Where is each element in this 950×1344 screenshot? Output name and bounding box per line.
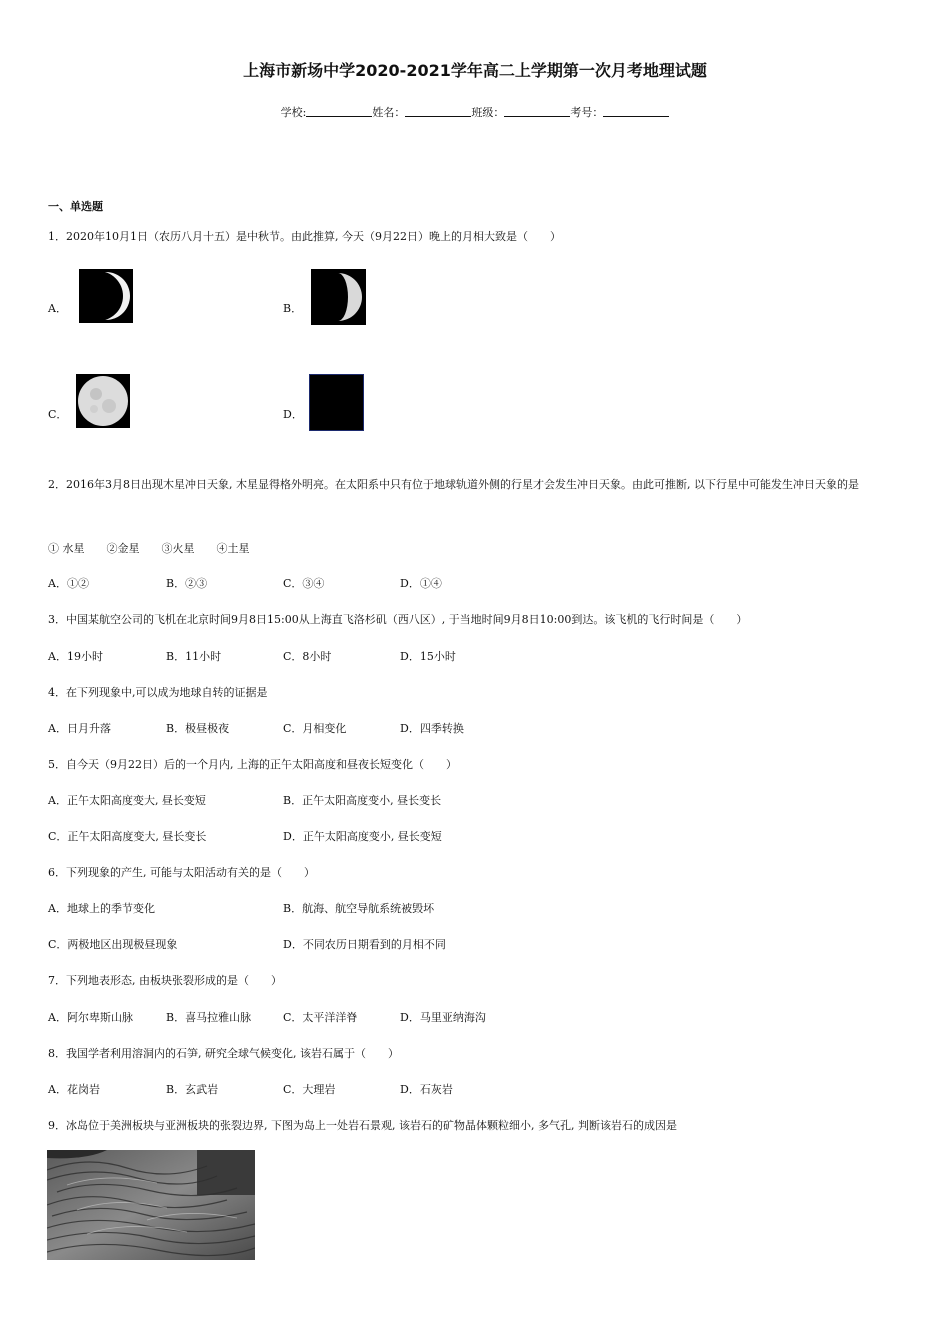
q6-option-b: B．航海、航空导航系统被毁坏 xyxy=(283,902,435,915)
volcanic-rock-photo xyxy=(47,1150,255,1260)
q2-option-d: D．①④ xyxy=(400,577,442,590)
q5-option-c: C．正午太阳高度变大, 昼长变长 xyxy=(48,830,207,843)
class-label: 班级： xyxy=(471,106,505,119)
id-blank xyxy=(603,106,669,117)
q4-option-b: B．极昼极夜 xyxy=(166,722,230,735)
q6-option-d: D．不同农历日期看到的月相不同 xyxy=(283,938,446,951)
school-label: 学校: xyxy=(280,106,307,119)
waxing-crescent-moon-image xyxy=(79,269,133,323)
q6-option-a: A．地球上的季节变化 xyxy=(48,902,155,915)
full-moon-image xyxy=(76,374,130,428)
q8-option-c: C．大理岩 xyxy=(283,1083,336,1096)
q7-option-a: A．阿尔卑斯山脉 xyxy=(48,1011,133,1024)
q7-option-c: C．太平洋洋脊 xyxy=(283,1011,358,1024)
q1-option-c-label: C． xyxy=(48,408,68,421)
q2-option-c: C．③④ xyxy=(283,577,325,590)
q6-option-c: C．两极地区出现极昼现象 xyxy=(48,938,178,951)
question-7-stem: 7．下列地表形态, 由板块张裂形成的是（ ） xyxy=(48,974,282,987)
question-8-stem: 8．我国学者利用溶洞内的石笋, 研究全球气候变化, 该岩石属于（ ） xyxy=(48,1047,399,1060)
q5-option-a: A．正午太阳高度变大, 昼长变短 xyxy=(48,794,206,807)
q7-option-b: B．喜马拉雅山脉 xyxy=(166,1011,252,1024)
q8-option-a: A．花岗岩 xyxy=(48,1083,100,1096)
question-2-items: ① 水星 ②金星 ③火星 ④土星 xyxy=(48,542,250,555)
question-3-stem: 3．中国某航空公司的飞机在北京时间9月8日15:00从上海直飞洛杉矶（西八区）, 于当地时间9月8日10:00到达。该飞机的飞行时间是（ ） xyxy=(48,613,748,626)
q3-option-c: C．8小时 xyxy=(283,650,332,663)
student-info-line xyxy=(0,104,950,120)
school-blank xyxy=(306,106,372,117)
q8-option-b: B．玄武岩 xyxy=(166,1083,219,1096)
question-1-stem: 1．2020年10月1日（农历八月十五）是中秋节。由此推算, 今天（9月22日）晚上的月相大致是（ ） xyxy=(48,230,561,243)
q4-option-a: A．日月升落 xyxy=(48,722,111,735)
class-blank xyxy=(504,106,570,117)
new-moon-image xyxy=(309,374,364,431)
name-label: 姓名： xyxy=(372,106,406,119)
question-2-stem: 2．2016年3月8日出现木星冲日天象, 木星显得格外明亮。在太阳系中只有位于地球轨道外侧的行星才会发生冲日天象。由此可推断, 以下行星中可能发生冲日天象的是 xyxy=(48,478,859,491)
q5-option-d: D．正午太阳高度变小, 昼长变短 xyxy=(283,830,442,843)
q4-option-c: C．月相变化 xyxy=(283,722,347,735)
q4-option-d: D．四季转换 xyxy=(400,722,464,735)
q1-option-d-label: D． xyxy=(283,408,303,421)
q2-option-a: A．①② xyxy=(48,577,89,590)
q3-option-d: D．15小时 xyxy=(400,650,456,663)
q8-option-d: D．石灰岩 xyxy=(400,1083,453,1096)
id-label: 考号： xyxy=(570,106,604,119)
q2-option-b: B．②③ xyxy=(166,577,208,590)
q5-option-b: B．正午太阳高度变小, 昼长变长 xyxy=(283,794,442,807)
q3-option-b: B．11小时 xyxy=(166,650,222,663)
question-5-stem: 5．自今天（9月22日）后的一个月内, 上海的正午太阳高度和昼夜长短变化（ ） xyxy=(48,758,457,771)
first-quarter-moon-image xyxy=(311,269,366,325)
question-4-stem: 4．在下列现象中,可以成为地球自转的证据是 xyxy=(48,686,268,699)
q1-option-a-label: A． xyxy=(48,302,67,315)
name-blank xyxy=(405,106,471,117)
question-9-stem: 9．冰岛位于美洲板块与亚洲板块的张裂边界, 下图为岛上一处岩石景观, 该岩石的矿物晶体颗粒细小, 多气孔, 判断该岩石的成因是 xyxy=(48,1119,677,1132)
question-6-stem: 6．下列现象的产生, 可能与太阳活动有关的是（ ） xyxy=(48,866,315,879)
q3-option-a: A．19小时 xyxy=(48,650,103,663)
section-heading: 一、单选题 xyxy=(48,200,103,213)
q1-option-b-label: B． xyxy=(283,302,303,315)
page-title: 上海市新场中学2020-2021学年高二上学期第一次月考地理试题 xyxy=(243,61,707,80)
q7-option-d: D．马里亚纳海沟 xyxy=(400,1011,486,1024)
